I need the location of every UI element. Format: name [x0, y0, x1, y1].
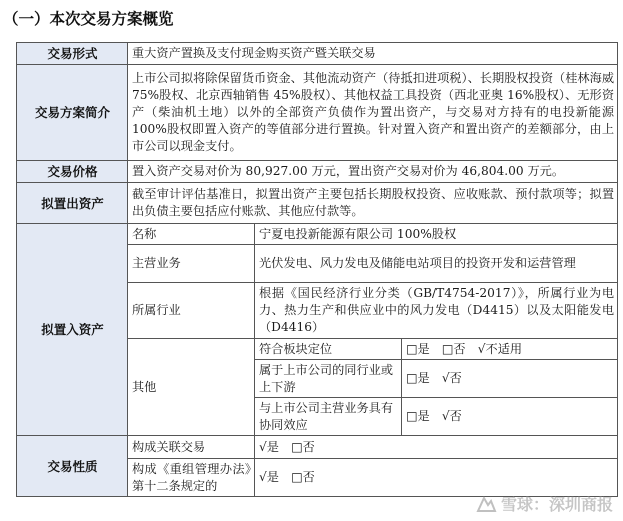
value-industry: 根据《国民经济行业分类（GB/T4754-2017）》，所属行业为电力、热力生产和供应业中的风力发电（D4415）以及太阳能发电（D4416）	[255, 283, 618, 339]
section-heading: （一）本次交易方案概览	[3, 10, 174, 28]
row-assets-out	[17, 183, 618, 224]
value-deal-summary: 上市公司拟将除保留货币资金、其他流动资产（待抵扣进项税）、长期股权投资（桂林海威 75%股权、北京西轴销售 45%股权）、其他权益工具投资（西北亚奥 16%股权）、无形资产（柴油机土地）以外的全部资产负债作为置出资产，与交易对方持有的电投新能源 100%股权即置入资产的等值部分进行置换。针对置入资产和置出资产的差额部分，由上市公司以现金支付。	[128, 65, 618, 161]
value-synergy: □是 √否	[402, 398, 618, 436]
label-sector-fit: 符合板块定位	[255, 339, 402, 360]
value-sector-fit: □是 □否 √不适用	[402, 339, 618, 360]
label-other: 其他	[128, 339, 255, 436]
label-main-business: 主营业务	[128, 245, 255, 283]
label-assets-in: 拟置入资产	[17, 224, 128, 436]
label-deal-nature: 交易性质	[17, 436, 128, 497]
snowball-logo-icon	[475, 494, 497, 514]
row-deal-summary	[17, 65, 618, 161]
watermark-text: 雪球：深圳商报	[500, 495, 613, 514]
label-synergy: 与上市公司主营业务具有协同效应	[255, 398, 402, 436]
row-assets-in-name	[17, 224, 618, 245]
value-main-business: 光伏发电、风力发电及储能电站项目的投资开发和运营管理	[255, 245, 618, 283]
deal-overview-table	[16, 42, 618, 497]
label-assets-out: 拟置出资产	[17, 183, 128, 224]
value-asset-name: 宁夏电投新能源有限公司 100%股权	[255, 224, 618, 245]
label-deal-summary: 交易方案简介	[17, 65, 128, 161]
row-deal-price	[17, 161, 618, 183]
value-assets-out: 截至审计评估基准日，拟置出资产主要包括长期股权投资、应收账款、预付款项等；拟置出负债主要包括应付账款、其他应付款等。	[128, 183, 618, 224]
row-deal-form	[17, 43, 618, 65]
value-deal-form: 重大资产置换及支付现金购买资产暨关联交易	[128, 43, 618, 65]
value-same-industry: □是 √否	[402, 360, 618, 398]
label-deal-form: 交易形式	[17, 43, 128, 65]
watermark	[475, 492, 613, 515]
label-deal-price: 交易价格	[17, 161, 128, 183]
label-restructuring: 构成《重组管理办法》第十二条规定的	[128, 459, 255, 497]
label-asset-name: 名称	[128, 224, 255, 245]
label-same-industry: 属于上市公司的同行业或上下游	[255, 360, 402, 398]
value-deal-price: 置入资产交易对价为 80,927.00 万元，置出资产交易对价为 46,804.00 万元。	[128, 161, 618, 183]
value-restructuring: √是 □否	[255, 459, 618, 497]
label-industry: 所属行业	[128, 283, 255, 339]
label-related-transaction: 构成关联交易	[128, 436, 255, 459]
row-related-transaction	[17, 436, 618, 459]
value-related-transaction: √是 □否	[255, 436, 618, 459]
